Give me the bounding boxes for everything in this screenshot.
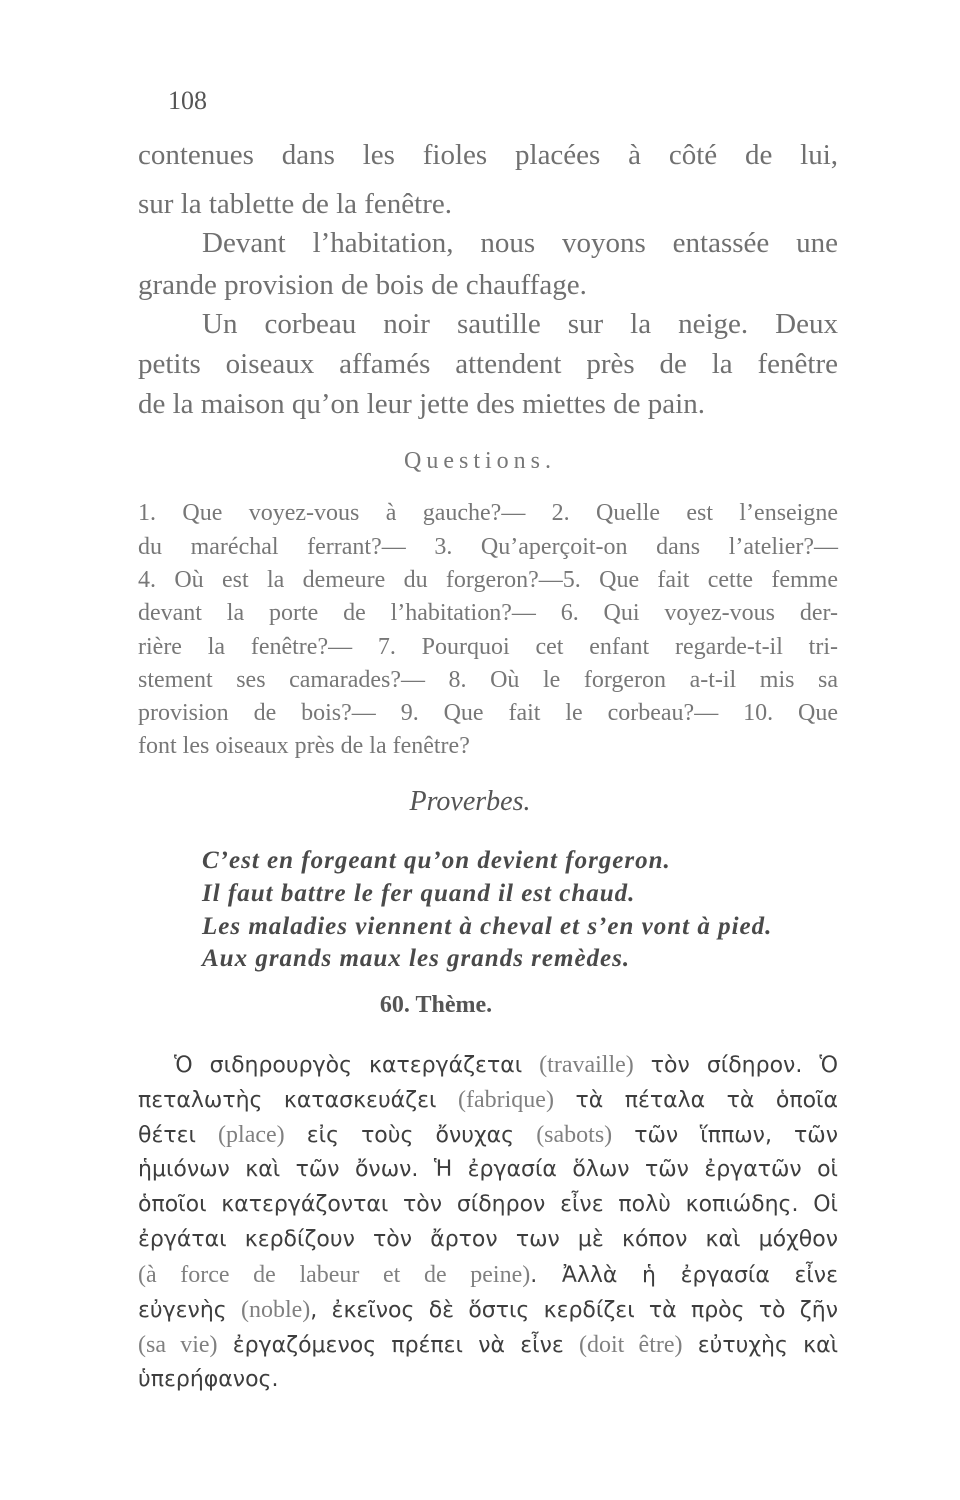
greek-text: τὸν σίδηρον. Ὁ xyxy=(633,1053,838,1078)
theme-line xyxy=(138,1192,838,1217)
question-line: rière la fenêtre?— 7. Pourquoi cet enfant regarde-t-il tri- xyxy=(138,634,838,660)
question-line: 4. Où est la demeure du forgeron?—5. Que fait cette femme xyxy=(138,567,838,593)
proverb-line: C’est en forgeant qu’on devient forgeron. xyxy=(202,847,671,874)
paragraph-line: de la maison qu’on leur jette des miettes de pain. xyxy=(138,388,705,420)
french-gloss: (place) xyxy=(218,1122,285,1148)
paragraph-line: contenues dans les fioles placées à côté de lui, xyxy=(138,139,838,171)
greek-text: , ἐκεῖνος δὲ ὅστις κερδίζει τὰ πρὸς τὸ ζῆν xyxy=(310,1298,838,1323)
theme-line xyxy=(138,1087,838,1114)
paragraph-line: sur la tablette de la fenêtre. xyxy=(138,188,453,220)
proverbs-heading: Proverbes. xyxy=(409,786,531,817)
greek-text: ὑπερήφανος. xyxy=(138,1367,279,1392)
paragraph-line: Devant l’habitation, nous voyons entassée une xyxy=(202,227,838,259)
french-gloss: (à force de labeur et de peine) xyxy=(138,1262,531,1288)
theme-heading: 60. Thème. xyxy=(379,992,493,1018)
french-gloss: (sa vie) xyxy=(138,1332,218,1358)
theme-line xyxy=(138,1262,838,1289)
question-line: stement ses camarades?— 8. Où le forgeron a-t-il mis sa xyxy=(138,667,838,693)
theme-line xyxy=(138,1227,838,1252)
french-gloss: (noble) xyxy=(240,1297,311,1323)
french-gloss: (doit être) xyxy=(578,1332,683,1358)
theme-line xyxy=(138,1122,838,1149)
question-line: 1. Que voyez-vous à gauche?— 2. Quelle est l’enseigne xyxy=(138,500,838,526)
greek-text: θέτει xyxy=(138,1123,219,1148)
greek-text: πεταλωτὴς κατασκευάζει xyxy=(138,1088,458,1113)
theme-line xyxy=(174,1052,838,1079)
french-gloss: (sabots) xyxy=(536,1122,613,1148)
greek-text: τῶν ἵππων, τῶν xyxy=(612,1123,838,1148)
paragraph-line: Un corbeau noir sautille sur la neige. Deux xyxy=(202,308,838,340)
question-line: devant la porte de l’habitation?— 6. Qui voyez-vous der- xyxy=(138,600,838,626)
theme-line xyxy=(138,1297,838,1324)
french-gloss: (travaille) xyxy=(539,1052,634,1078)
greek-text: εὐγενὴς xyxy=(138,1298,241,1323)
question-line: provision de bois?— 9. Que fait le corbeau?— 10. Que xyxy=(138,700,838,726)
greek-text: εἰς τοὺς ὄνυχας xyxy=(284,1123,537,1148)
theme-line xyxy=(138,1332,838,1359)
paragraph-line: grande provision de bois de chauffage. xyxy=(138,269,587,301)
question-line: du maréchal ferrant?— 3. Qu’aperçoit-on dans l’atelier?— xyxy=(138,534,838,560)
proverb-line: Les maladies viennent à cheval et s’en vont à pied. xyxy=(202,913,773,940)
question-line: font les oiseaux près de la fenêtre? xyxy=(138,733,470,759)
questions-heading: Questions. xyxy=(404,448,556,474)
theme-line xyxy=(138,1157,838,1182)
greek-text: τὰ πέταλα τὰ ὁποῖα xyxy=(553,1088,838,1113)
proverb-line: Il faut battre le fer quand il est chaud. xyxy=(202,880,636,907)
greek-text: Ὁ σιδηρουργὸς κατεργάζεται xyxy=(174,1053,540,1078)
paragraph-line: petits oiseaux affamés attendent près de la fenêtre xyxy=(138,348,838,380)
greek-text: εὐτυχὴς καὶ xyxy=(682,1333,839,1358)
greek-text: . Ἀλλὰ ἡ ἐργασία εἶνε xyxy=(530,1263,838,1288)
proverb-line: Aux grands maux les grands remèdes. xyxy=(202,945,631,972)
greek-text: ἐργαζόμενος πρέπει νὰ εἶνε xyxy=(217,1333,579,1358)
greek-text: ὁποῖοι κατεργάζονται τὸν σίδηρον εἶνε πολὺ κοπιώδης. Οἱ xyxy=(138,1192,838,1217)
page-number: 108 xyxy=(168,86,207,115)
greek-text: ἡμιόνων καὶ τῶν ὄνων. Ἡ ἐργασία ὅλων τῶν ἐργατῶν οἱ xyxy=(138,1157,838,1182)
theme-line xyxy=(138,1367,838,1392)
french-gloss: (fabrique) xyxy=(458,1087,554,1113)
greek-text: ἐργάται κερδίζουν τὸν ἄρτον των μὲ κόπον καὶ μόχθον xyxy=(138,1227,838,1252)
